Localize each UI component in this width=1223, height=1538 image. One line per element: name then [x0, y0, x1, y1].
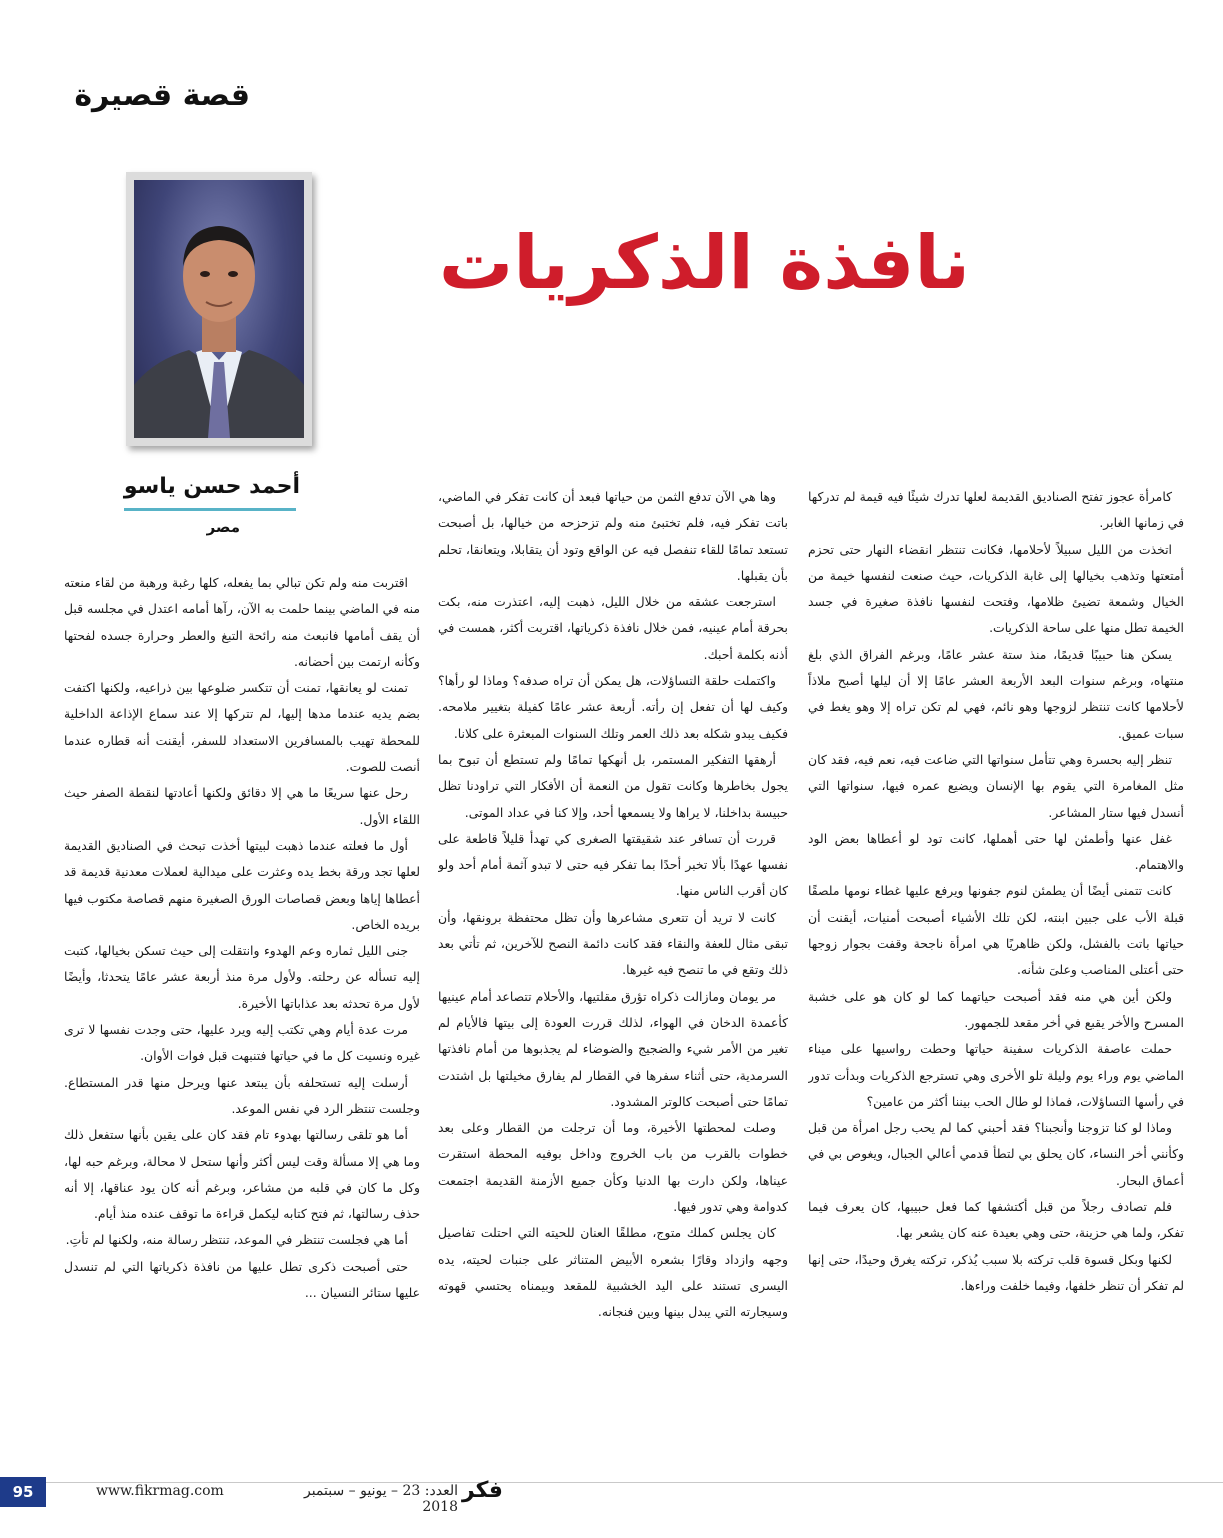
paragraph: واكتملت حلقة التساؤلات، هل يمكن أن تراه صدفه؟ وماذا لو رأها؟ وكيف لها أن تفعل إن رأته. أربعة عشر عامًا كفيلة بتغيير ملامحه. فكيف يبدو شكله بعد ذلك العمر وتلك السنوات المبعثرة على كلانا.	[438, 673, 788, 741]
paragraph: حتى أصبحت ذكرى تطل عليها من نافذة ذكرياتها التي لم تنسدل عليها ستائر النسيان ...	[64, 1258, 420, 1301]
paragraph: اتخذت من الليل سبيلاً لأحلامها، فكانت تنتظر انقضاء النهار حتى تحزم أمتعتها وتذهب بخيالها إلى غابة الذكريات، حيث صنعت لنفسها خيمة من الخيال وشمعة تضيئ ظلامها، وفتحت لنفسها نافذة صغيرة في جسد الخيمة تطل منها على ساحة الذكريات.	[808, 541, 1184, 636]
paragraph: أما هو تلقى رسالتها بهدوء تام فقد كان على يقين بأنها ستفعل ذلك وما هي إلا مسألة وقت ليس أكثر وأنها ستحل لا محالة، وبرغم حبه لها، وكل ما كان في قلبه من مشاعر، وبرغم أنه كان يود عناقها، إلا أنه حذف رسالتها، ثم فتح كتابه ليكمل قراءة ما توقف عنده منذ أيام.	[64, 1127, 420, 1222]
paragraph: مرت عدة أيام وهي تكتب إليه ويرد عليها، حتى وجدت نفسها لا ترى غيره ونسيت كل ما في حياتها فتنبهت قبل فوات الأوان.	[64, 1022, 420, 1064]
text-column-right	[808, 484, 1184, 1464]
paragraph: تمنت لو يعانقها، تمنت أن تتكسر ضلوعها بين ذراعيه، ولكنها اكتفت بضم يديه عندما مدها إليها، لم تتركها إلا عند سماع الإذاعة الداخلية للمحطة تهيب بالمسافرين الاستعداد للسفر، أيقنت أنه قطاره عندما أنصت للصوت.	[64, 680, 420, 775]
paragraph: وها هي الآن تدفع الثمن من حياتها فبعد أن كانت تفكر في الماضي، باتت تفكر فيه، فلم تختبئ منه ولم تزحزحه من خيالها، بل أصبحت تستعد تمامًا للقاء تنفصل فيه عن الواقع وتود أن يتقابلا، ويتعانقا، تحلم بأن يقبلها.	[438, 489, 788, 583]
footer-url[interactable]: www.fikrmag.com	[96, 1483, 224, 1499]
paragraph: رحل عنها سريعًا ما هي إلا دقائق ولكنها أعادتها لنقطة الصفر حيث اللقاء الأول.	[64, 785, 420, 827]
paragraph: أرسلت إليه تستحلفه بأن يبتعد عنها ويرحل منها قدر المستطاع. وجلست تنتظر الرد في نفس الموعد.	[64, 1074, 420, 1116]
author-photo-frame	[126, 172, 312, 446]
author-country: مصر	[206, 518, 240, 536]
paragraph: أول ما فعلته عندما ذهبت لبيتها أخذت تبحث في الصناديق القديمة لعلها تجد ورقة بخط يده وعثرت على ميدالية لعملات معدنية قديمة قد أعطاها إياها وبعض قصاصات الورق الصغيرة منهم قصاصة مكتوب فيها بريده الخاص.	[64, 837, 420, 932]
paragraph: أرهقها التفكير المستمر، بل أنهكها تمامًا ولم تستطع أن تبوح بما يجول بخاطرها وكانت تقول من النعمة أن الأفكار التي تراودنا تظل حبيسة بداخلنا، لا يراها ولا يسمعها أحد، وإلا كنا في عداد الموتى.	[438, 751, 788, 820]
text-column-left	[64, 570, 420, 1464]
paragraph: وماذا لو كنا تزوجنا وأنجبنا؟ فقد أحبني كما لم يحب رجل امرأة من قبل وكأنني أخر النساء، كان يحلق بي لتطأ قدمي أعالي الجبال، ويغوص بي في أعماق البحار.	[808, 1120, 1184, 1188]
story-title: نافذة الذكريات	[438, 220, 970, 306]
paragraph: وصلت لمحطتها الأخيرة، وما أن ترجلت من القطار وعلى بعد خطوات بالقرب من باب الخروج وداخل بوفيه المحطة استقرت عيناها، ولكن دارت بها الدنيا وكأن جميع الأزمنة القديمة اجتمعت كدوامة وهي تدور فيها.	[438, 1120, 788, 1215]
paragraph: اقتربت منه ولم تكن تبالي بما يفعله، كلها رغبة ورهبة من لقاء منعته منه في الماضي بينما حلمت به الآن، رآها أمامه اعتدل في مجلسه قبل أن يقف أمامها فانبعث منه رائحة التبغ والعطر وحرارة جسده لفحتها وكأنه ارتمت بين أحضانه.	[64, 575, 420, 669]
paragraph: كان يجلس كملك متوج، مطلقًا العنان للحيته التي احتلت تفاصيل وجهه وازداد وقارًا بشعره الأبيض المتناثر على جنبات لحيته، يده اليسرى تستند على اليد الخشبية للمقعد وبيمناه يحتسي قهوته وسيجارته التي يبدل بينها وبين فنجانه.	[438, 1225, 788, 1320]
paragraph: لكنها وبكل قسوة قلب تركته بلا سبب يُذكر، تركته يغرق وحيدًا، حتى إنها لم تفكر أن تنظر خلفها، وفيما خلفت وراءها.	[808, 1251, 1184, 1293]
paragraph: تنظر إليه بحسرة وهي تتأمل سنواتها التي ضاعت فيه، نعم فيه، فقد كان مثل المغامرة التي يقوم بها الإنسان ويضيع عمره فيها، سنواتها التي أنسدل فيها ستار المشاعر.	[808, 751, 1184, 820]
paragraph: يسكن هنا حبيبًا قديمًا، منذ ستة عشر عامًا، وبرغم الفراق الذي بلغ منتهاه، وبرغم سنوات البعد الأربعة العشر عامًا إلا أن ليلها أصبح ملاذاً لأحلامها كانت تنتظر لزوجها وهو نائم، فهي لم تكن تراه إلا وهو يغط في سبات عميق.	[808, 646, 1184, 741]
author-portrait-illustration	[134, 180, 304, 438]
footer-issue-info: العدد: 23 – يونيو – سبتمبر 2018	[303, 1483, 458, 1515]
paragraph: قررت أن تسافر عند شقيقتها الصغرى كي تهدأ قليلاً قاطعة على نفسها عهدًا بألا تخبر أحدًا بما تفكر فيه حتى لا تبدو آثمة أمام أحد ولو كان أقرب الناس منها.	[438, 830, 788, 899]
text-column-middle	[438, 484, 788, 1464]
paragraph: كانت تتمنى أيضًا أن يطمئن لنوم جفونها ويرفع عليها غطاء نومها ملصقًا قبلة الأب على جبين ابنته، لكن تلك الأشياء أصبحت أمنيات، أيقنت أن حياتها باتت بالفشل، ولكن ظاهريًا هي امرأة ناجحة وقفت بجوار زوجها حتى أعتلى المناصب وعلىَ شأنه.	[808, 883, 1184, 978]
paragraph: جنى الليل ثماره وعم الهدوء وانتقلت إلى حيث تسكن بخيالها، كتبت إليه تسأله عن رحلته. ولأول مرة منذ أربعة عشر عامًا يتحدثا، وأيضًا لأول مرة تحدثه بعد عذاباتها الأخيرة.	[64, 943, 420, 1011]
author-name: أحمد حسن ياسو	[123, 474, 300, 499]
paragraph: ولكن أين هي منه فقد أصبحت حياتهما كما لو كان هو على خشبة المسرح والأخر يقبع في أخر مقعد للجمهور.	[808, 988, 1184, 1030]
paragraph: مر يومان ومازالت ذكراه تؤرق مقلتيها، والأحلام تتصاعد أمام عينيها كأعمدة الدخان في الهواء، لذلك قررت العودة إلى بيتها فالأيام لم تغير من الأمر شيء والضجيج والضوضاء لم يجذبوها من أمام نافذتها السرمدية، حتى أثناء سفرها في القطار لم يفارق مخيلتها بل اشتدت تمامًا حتى أصبحت كالوتر المشدود.	[438, 988, 788, 1109]
page-number-badge: 95	[0, 1477, 46, 1507]
paragraph: استرجعت عشقه من خلال الليل، ذهبت إليه، اعتذرت منه، بكت بحرقة أمام عينيه، فمن خلال نافذة ذكرياتها، اقتربت أكثر، همست في أذنه بكلمة أحبك.	[438, 594, 788, 662]
section-label: قصة قصيرة	[74, 78, 250, 113]
paragraph: كامرأة عجوز تفتح الصناديق القديمة لعلها تدرك شيئًا فيه قيمة لم تدركها في زمانها الغابر.	[808, 489, 1184, 531]
paragraph: كانت لا تريد أن تتعرى مشاعرها وأن تظل محتفظة برونقها، وأن تبقى مثال للعفة والنقاء فقد كانت دائمة النصح للآخرين، ثم تأتي بعد ذلك وتقع في ما تنصح فيه غيرها.	[438, 909, 788, 978]
paragraph: غفل عنها وأطمئن لها حتى أهملها، كانت تود لو أعطاها بعض الود والاهتمام.	[808, 830, 1184, 873]
paragraph: فلم تصادف رجلاً من قبل أكتشفها كما فعل حبيبها، كان يعرف فيما تفكر، ولما هي حزينة، حتى وهي بعيدة عنه كان يشعر بها.	[808, 1199, 1184, 1241]
magazine-logo: فكر	[462, 1478, 503, 1503]
author-divider	[124, 508, 296, 511]
author-photo	[134, 180, 304, 438]
paragraph: أما هي فجلست تنتظر في الموعد، تنتظر رسالة منه، ولكنها لم تأتِ.	[65, 1232, 408, 1248]
paragraph: حملت عاصفة الذكريات سفينة حياتها وحطت رواسيها على ميناء الماضي يوم وراء يوم وليلة تلو الأخرى وهي تسترجع الذكريات وبدأت تدور في رأسها التساؤلات، فماذا لو طال الحب بيننا أكثر من عامين؟	[808, 1041, 1184, 1109]
